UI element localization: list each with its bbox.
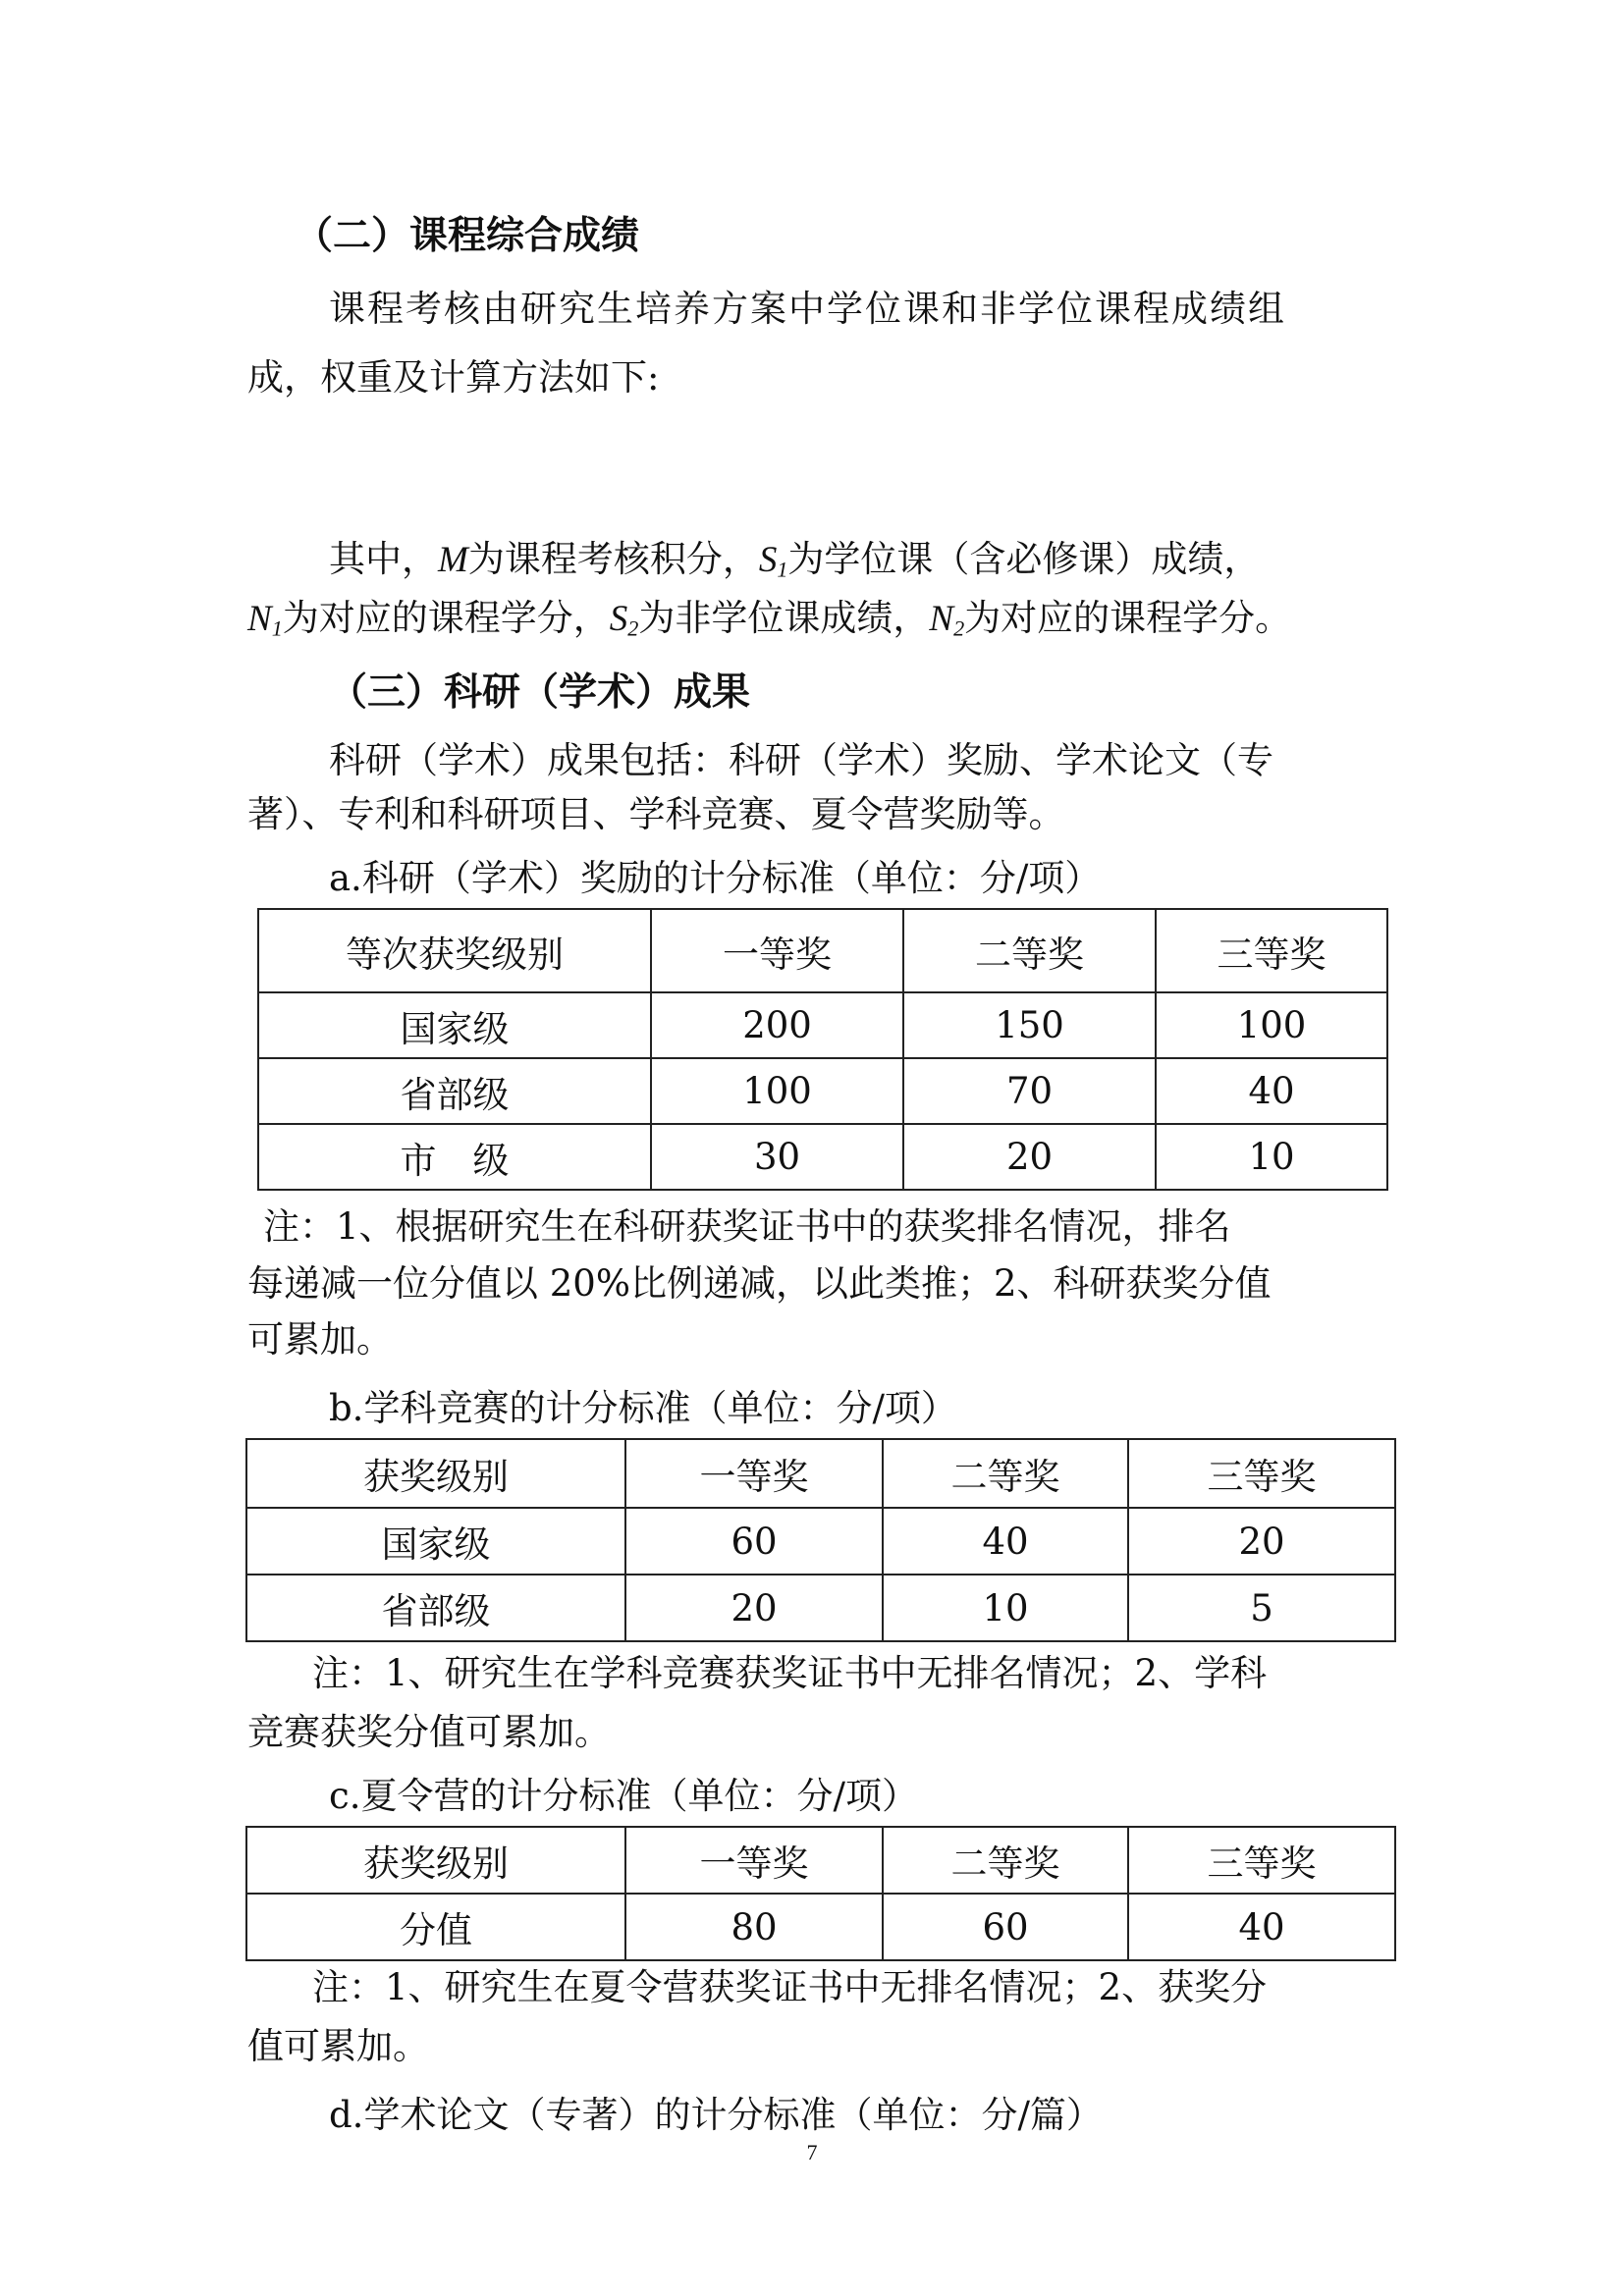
- text-segment: 为对应的课程学分。: [964, 597, 1292, 639]
- table-cell: 省部级: [246, 1575, 625, 1641]
- variable-letter: N: [929, 599, 954, 639]
- table-row: [246, 1575, 1395, 1641]
- subscript: 2: [953, 615, 965, 641]
- table-d-caption: d.学术论文（专著）的计分标准（单位：分/篇）: [329, 2094, 1103, 2136]
- variable-n2: [929, 599, 964, 639]
- table-cell: 200: [651, 992, 903, 1058]
- header-cell: 一等奖: [625, 1827, 883, 1894]
- header-cell: 一等奖: [625, 1439, 883, 1508]
- table-cell: 市 级: [258, 1124, 651, 1190]
- table-header-row: [258, 909, 1387, 992]
- table-header-row: [246, 1439, 1395, 1508]
- header-cell: 获奖级别: [246, 1827, 625, 1894]
- header-cell: 等次获奖级别: [258, 909, 651, 992]
- header-cell: 二等奖: [883, 1827, 1128, 1894]
- table-cell: 40: [1128, 1894, 1395, 1960]
- table-a-note-line-2: 每递减一位分值以 20%比例递减，以此类推；2、科研获奖分值: [247, 1262, 1272, 1305]
- table-b-note-line-1: 注：1、研究生在学科竞赛获奖证书中无排名情况；2、学科: [312, 1652, 1268, 1694]
- text-segment: 为学位课（含必修课）成绩，: [787, 538, 1261, 580]
- variable-m: M: [438, 540, 468, 580]
- table-row: [258, 992, 1387, 1058]
- header-cell: 三等奖: [1128, 1439, 1395, 1508]
- table-row: [246, 1894, 1395, 1960]
- section-heading-course-score: （二）课程综合成绩: [295, 213, 640, 258]
- text-segment: 为对应的课程学分，: [282, 597, 610, 639]
- research-intro-line-2: 著）、专利和科研项目、学科竞赛、夏令营奖励等。: [247, 793, 1065, 835]
- variable-n1: [247, 599, 283, 639]
- table-a-note-line-1: 注：1、根据研究生在科研获奖证书中的获奖排名情况，排名: [263, 1205, 1231, 1248]
- table-row: [258, 1124, 1387, 1190]
- table-cell: 60: [625, 1508, 883, 1575]
- competition-table: [245, 1438, 1396, 1642]
- page-number: 7: [806, 2140, 818, 2164]
- course-paragraph-line-1: 课程考核由研究生培养方案中学位课和非学位课程成绩组: [329, 288, 1286, 330]
- table-c-caption: c.夏令营的计分标准（单位：分/项）: [329, 1775, 918, 1817]
- table-cell: 100: [651, 1058, 903, 1124]
- variable-s2: [610, 599, 639, 639]
- header-cell: 三等奖: [1128, 1827, 1395, 1894]
- subscript: 1: [777, 557, 788, 582]
- table-cell: 150: [903, 992, 1156, 1058]
- table-row: [246, 1508, 1395, 1575]
- table-cell: 省部级: [258, 1058, 651, 1124]
- text-segment: 为非学位课成绩，: [638, 597, 930, 639]
- table-cell: 80: [625, 1894, 883, 1960]
- subscript: 1: [271, 615, 283, 641]
- course-paragraph-line-2: 成，权重及计算方法如下:: [247, 356, 660, 399]
- table-cell: 10: [1156, 1124, 1387, 1190]
- table-c-note-line-1: 注：1、研究生在夏令营获奖证书中无排名情况；2、获奖分: [312, 1966, 1268, 2008]
- variable-letter: S: [609, 599, 628, 639]
- header-cell: 二等奖: [903, 909, 1156, 992]
- table-b-note-line-2: 竞赛获奖分值可累加。: [247, 1711, 611, 1753]
- table-cell: 20: [903, 1124, 1156, 1190]
- table-a-caption: a.科研（学术）奖励的计分标准（单位：分/项）: [329, 857, 1102, 899]
- table-cell: 5: [1128, 1575, 1395, 1641]
- table-cell: 40: [883, 1508, 1128, 1575]
- subscript: 2: [627, 615, 639, 641]
- formula-explanation-line-2: [247, 594, 1291, 644]
- header-cell: 获奖级别: [246, 1439, 625, 1508]
- table-cell: 10: [883, 1575, 1128, 1641]
- table-cell: 20: [625, 1575, 883, 1641]
- table-row: [258, 1058, 1387, 1124]
- header-cell: 二等奖: [883, 1439, 1128, 1508]
- text-segment: 为课程考核积分，: [467, 538, 759, 580]
- header-cell: 一等奖: [651, 909, 903, 992]
- table-cell: 国家级: [258, 992, 651, 1058]
- research-intro-line-1: 科研（学术）成果包括：科研（学术）奖励、学术论文（专: [329, 739, 1273, 781]
- summer-camp-table: [245, 1826, 1396, 1961]
- table-cell: 国家级: [246, 1508, 625, 1575]
- table-header-row: [246, 1827, 1395, 1894]
- table-cell: 40: [1156, 1058, 1387, 1124]
- table-cell: 100: [1156, 992, 1387, 1058]
- table-cell: 20: [1128, 1508, 1395, 1575]
- header-cell: 三等奖: [1156, 909, 1387, 992]
- table-b-caption: b.学科竞赛的计分标准（单位：分/项）: [329, 1387, 957, 1429]
- table-c-note-line-2: 值可累加。: [247, 2025, 429, 2067]
- table-a-note-line-3: 可累加。: [247, 1318, 393, 1361]
- table-cell: 30: [651, 1124, 903, 1190]
- formula-explanation-line-1: [329, 535, 1260, 585]
- section-heading-research: （三）科研（学术）成果: [329, 669, 751, 715]
- table-cell: 分值: [246, 1894, 625, 1960]
- variable-letter: N: [247, 599, 272, 639]
- research-award-table: [257, 908, 1388, 1191]
- text-segment: 其中，: [329, 538, 438, 580]
- table-cell: 70: [903, 1058, 1156, 1124]
- variable-letter: S: [758, 540, 778, 580]
- table-cell: 60: [883, 1894, 1128, 1960]
- variable-s1: [759, 540, 788, 580]
